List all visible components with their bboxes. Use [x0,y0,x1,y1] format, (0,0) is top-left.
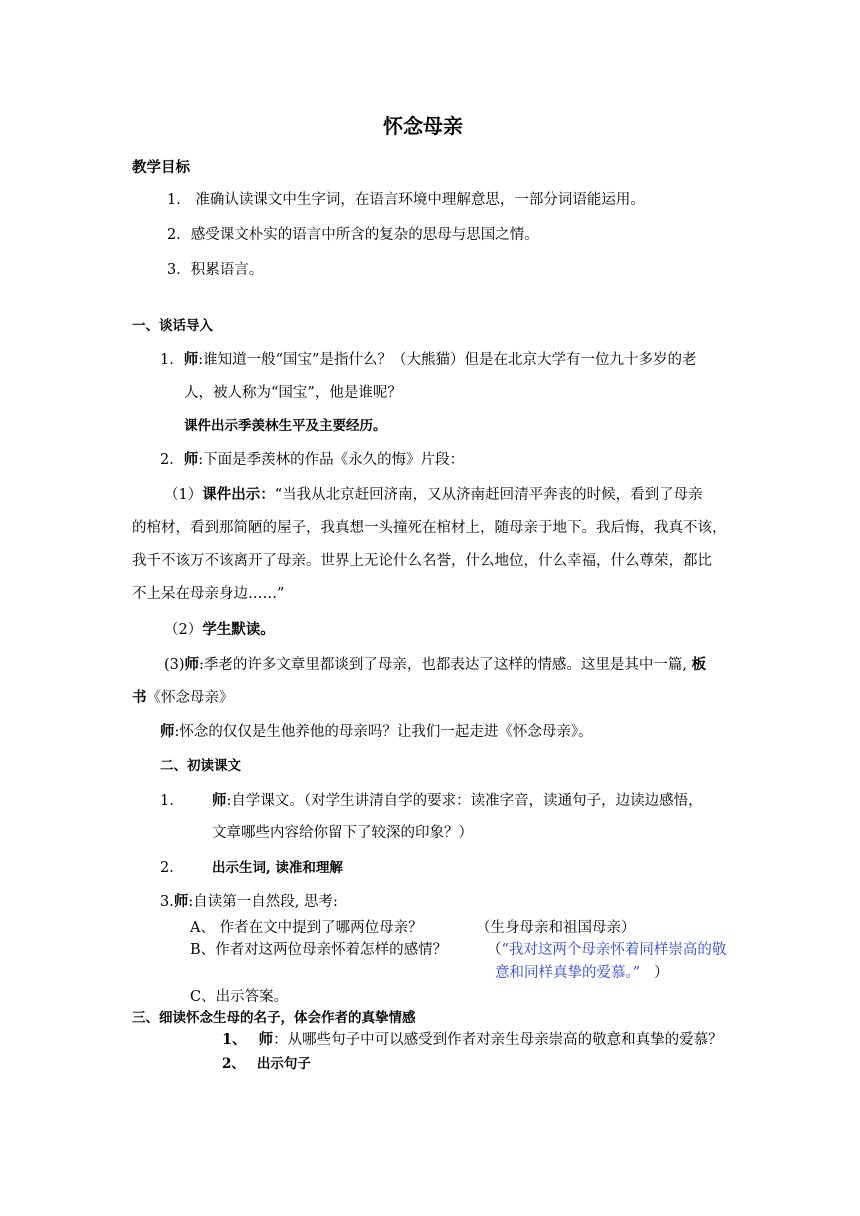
qa-c: C、出示答案。 [190,989,289,1005]
s1-item1-line2: 人，被人称为“国宝”，他是谁呢？ [184,385,402,401]
s1-question-teacher: 师 [160,723,175,740]
page-title: 怀念母亲 [383,114,463,138]
s1-sub1-num: （1） [164,487,203,503]
goal-item-2: 2．感受课文朴实的语言中所含的复杂的思母与思国之情。 [167,227,539,243]
s1-sub2 [164,620,275,640]
s2-item3-teacher: 师 [173,893,189,910]
s2-item1-text: :自学课文。（对学生讲清自学的要求：读准字音，读通句子，边读边感悟， [226,793,703,809]
s1-sub1-text: “当我从北京赶回济南，又从济南赶回清平奔丧的时候，看到了母亲 [274,487,703,503]
s1-sub3-bold: 板 [691,656,707,673]
qa-b-close: ） [654,965,669,981]
s1-sub3-line2-bold: 书 [132,689,147,706]
s1-sub3-line2-text: 《怀念母亲》 [146,690,234,706]
s1-sub2-num: （2） [164,622,203,638]
s1-sub2-text: 学生默读。 [202,621,275,638]
qa-b-answer2: 意和同样真挚的爱慕。” [495,965,641,981]
s1-item2 [160,450,464,470]
section1-heading: 一、谈话导入 [132,318,213,334]
goal-item-1: 1． 准确认读课文中生字词，在语言环境中理解意思，一部分词语能运用。 [167,192,645,208]
s1-item1-line1 [160,350,696,370]
qa-b-open: （ [487,942,502,958]
s2-item3-text: :自读第一自然段, 思考: [188,894,338,910]
s2-item3 [160,892,338,912]
s2-item3-num: 3. [160,894,174,910]
s1-sub3-num: (3) [164,657,185,673]
s1-sub3-teacher: 师 [184,656,200,673]
s3-item1-teacher: 师 [258,1031,274,1048]
s2-item1-num: 1． [160,793,184,809]
s1-sub1-line2: 的棺材，看到那简陋的屋子，我真想一头撞死在棺材上，随母亲于地下。我后悔，我真不该， [132,520,727,536]
s2-item1-line1 [212,791,703,811]
goal-item-3: 3．积累语言。 [167,262,264,278]
goals-heading: 教学目标 [132,159,190,176]
s1-question-text: :怀念的仅仅是生他养他的母亲吗？让我们一起走进《怀念母亲》。 [174,724,593,740]
qa-b-answer-line2 [495,963,669,983]
s1-item1-num: 1． [160,352,184,368]
qa-a-question: A、 作者在文中提到了哪两位母亲？ [190,920,423,936]
s3-item2-num: 2、 [222,1056,245,1072]
s1-item2-text: :下面是季羡林的作品《永久的悔》片段： [198,452,465,468]
s3-item2 [222,1054,311,1074]
section3-heading: 三、细读怀念生母的名子，体会作者的真挚情感 [132,1010,416,1026]
s1-item1-note: 课件出示季羡林生平及主要经历。 [184,418,387,434]
s1-item1-text: :谁知道一般“国宝”是指什么？（大熊猫）但是在北京大学有一位九十多岁的老 [198,352,697,368]
s1-sub1-line3: 我千不该万不该离开了母亲。世界上无论什么名誉，什么地位，什么幸福，什么尊荣，都比 [132,553,712,569]
s1-sub3-line2 [132,688,234,708]
s1-sub1-label: 课件出示： [202,486,275,503]
section2-heading: 二、初读课文 [160,758,241,774]
s1-item2-num: 2． [160,452,184,468]
s3-item1-text: ：从哪些句子中可以感受到作者对亲生母亲崇高的敬意和真挚的爱慕？ [273,1032,723,1048]
s1-sub1-line1 [164,485,703,505]
s3-item2-text: 出示句子 [256,1056,311,1072]
qa-b-answer-line1 [487,940,726,960]
s1-question [160,722,593,742]
s2-item1-line2: 文章哪些内容给你留下了较深的印象？） [212,825,473,841]
s2-item2-text: 出示生词, 读准和理解 [212,860,343,876]
qa-a-answer: （生身母亲和祖国母亲） [476,920,636,936]
s3-item1 [222,1030,723,1050]
s2-item1-teacher: 师 [212,792,227,809]
qa-b-answer1: “我对这两个母亲怀着同样崇高的敬 [501,942,727,958]
s3-item1-num: 1、 [222,1031,247,1048]
s1-item2-teacher: 师 [183,451,199,468]
qa-b-question: B、作者对这两位母亲怀着怎样的感情？ [190,942,448,958]
s1-sub3-text: :季老的许多文章里都谈到了母亲，也都表达了这样的情感。这里是其中一篇, [199,657,692,673]
s1-item1-teacher: 师 [183,351,199,368]
s2-item2-num: 2． [160,860,184,876]
s1-sub1-line4: 不上呆在母亲身边……” [132,586,285,602]
s1-sub3-line1 [164,655,706,675]
